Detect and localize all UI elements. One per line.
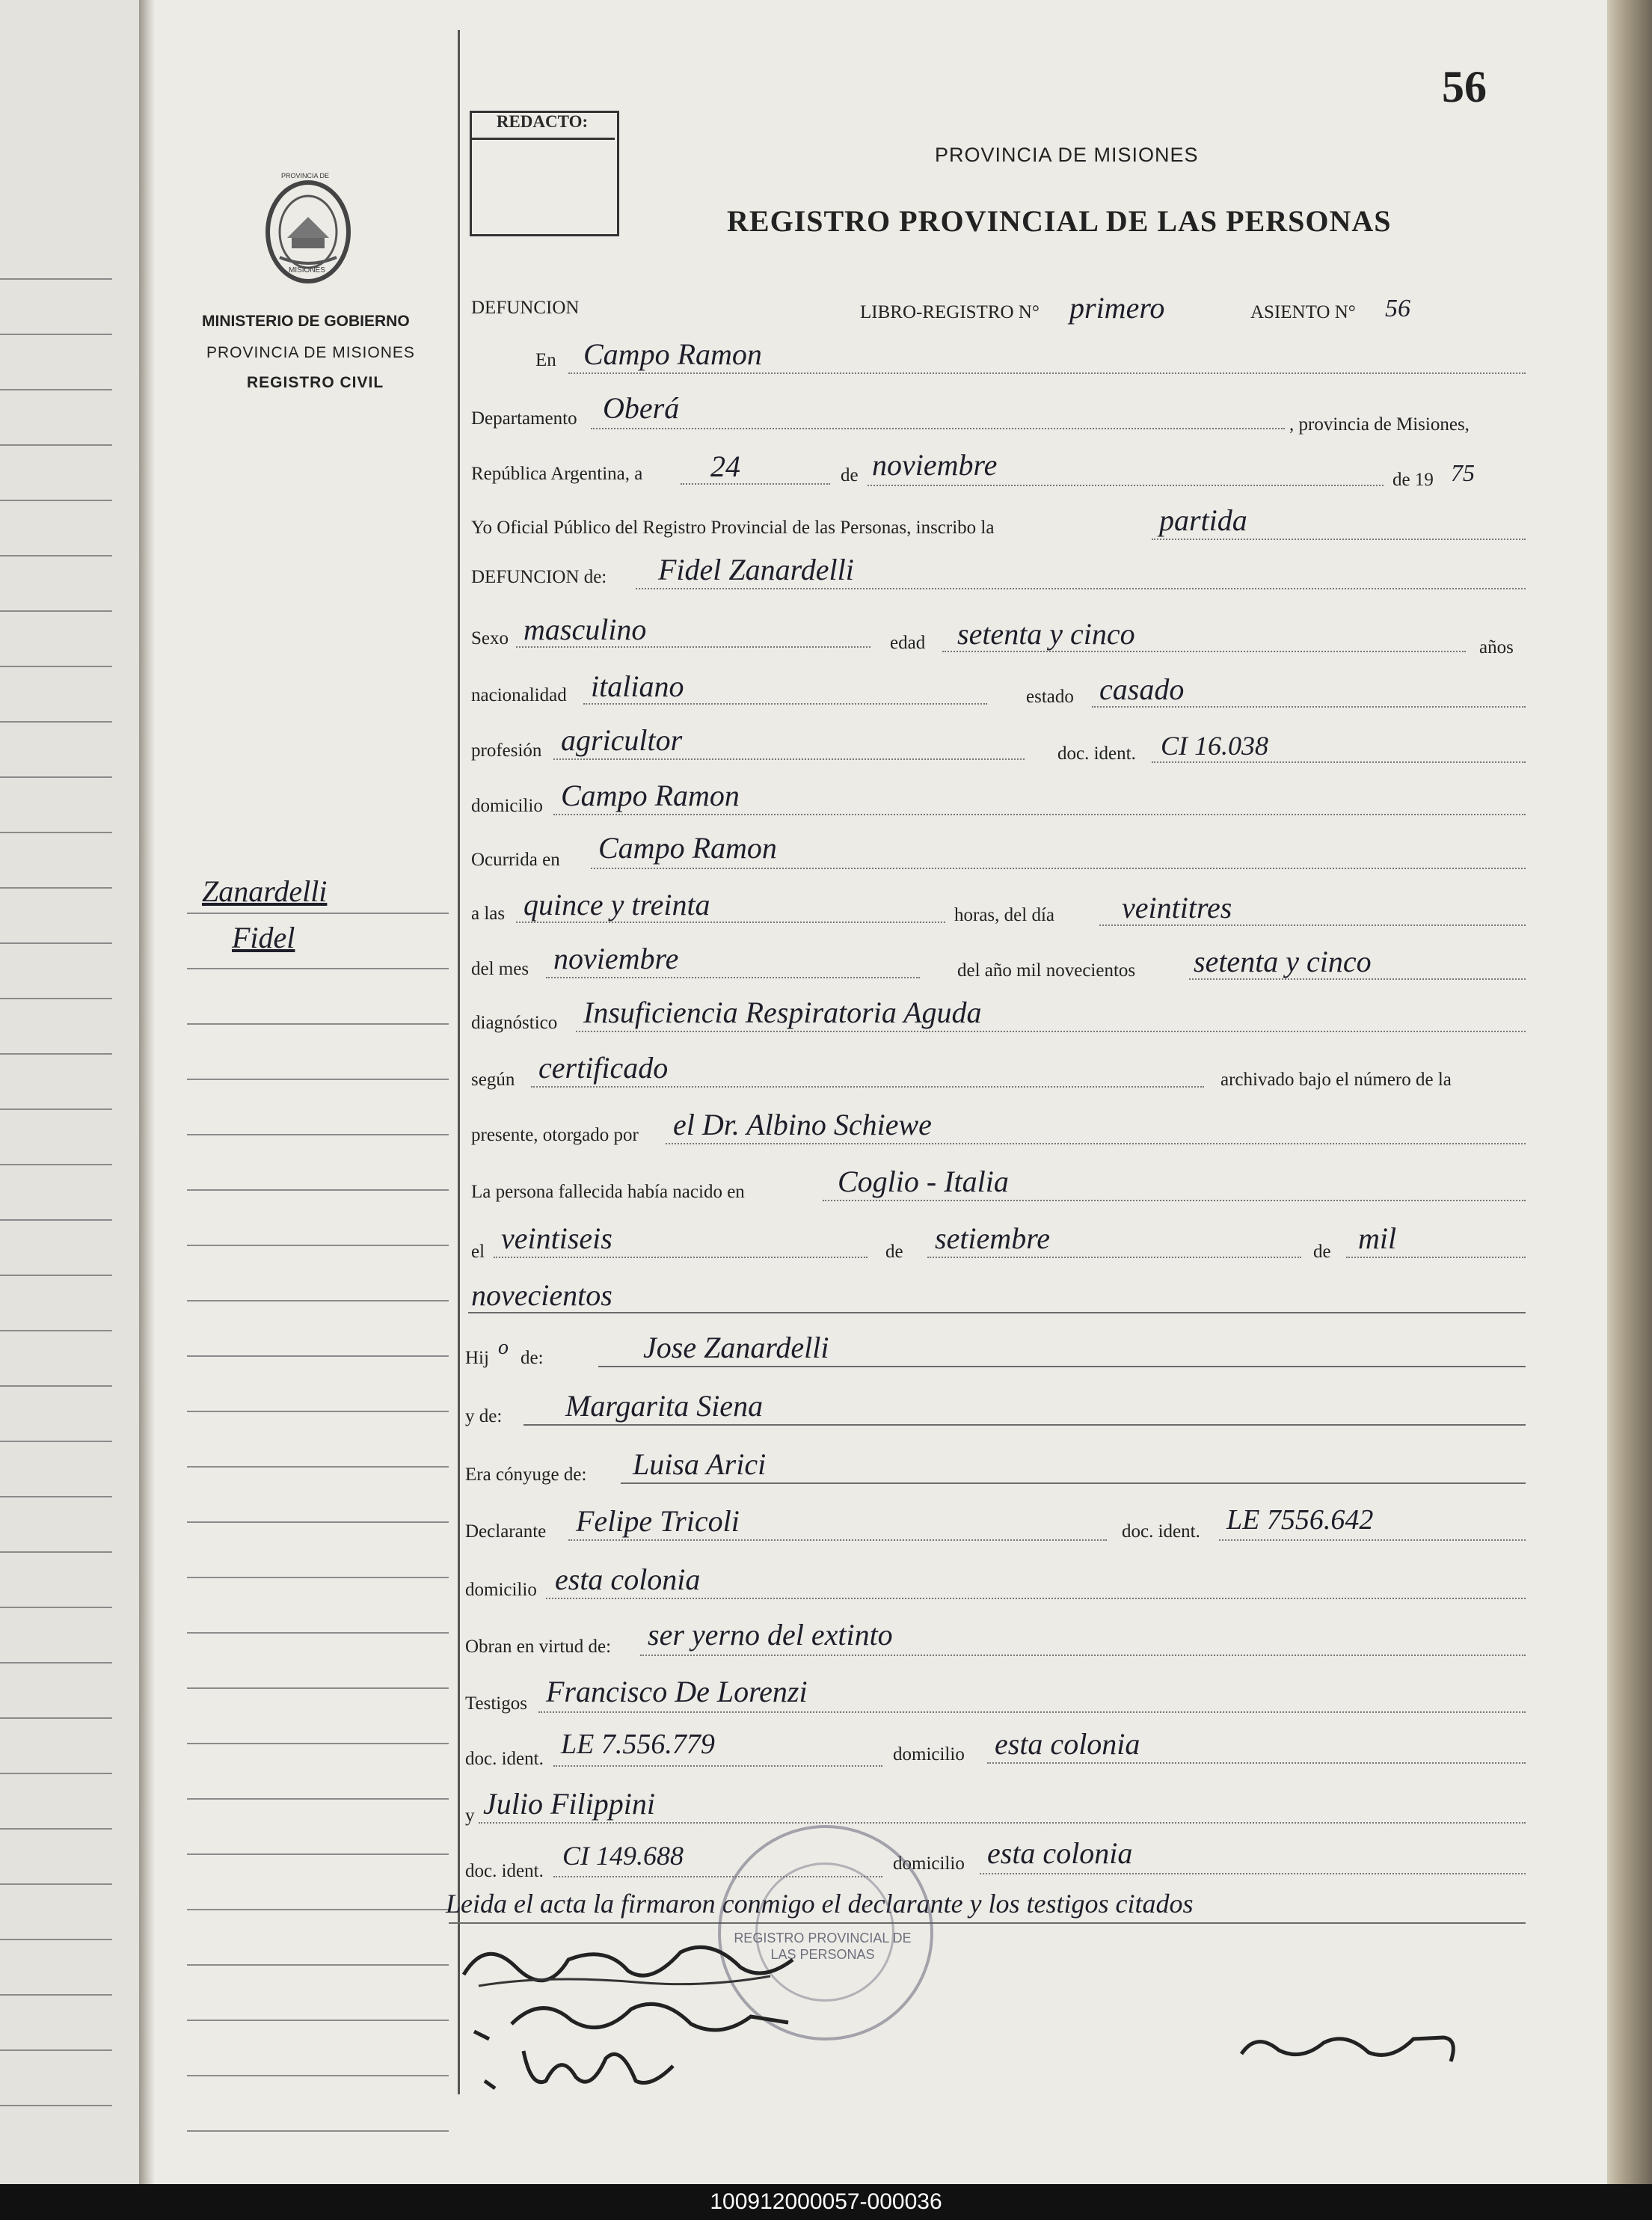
margin-rule [187,1687,449,1689]
left-page-rule [0,942,112,944]
margin-rule [187,1521,449,1523]
alas-value: quince y treinta [523,888,710,922]
left-page-rule [0,389,112,390]
left-page-rule [0,1994,112,1996]
presente-label: presente, otorgado por [471,1125,639,1145]
margin-rule [187,1300,449,1301]
left-page-rule [0,721,112,723]
margin-rule [187,1189,449,1191]
left-page-rule [0,444,112,446]
declarante-doc-line [1219,1539,1526,1541]
margin-rule [187,913,449,914]
left-page-rule [0,500,112,501]
official-signature [1234,2017,1473,2076]
delmes-value: noviembre [553,942,679,975]
margin-rule [187,1079,449,1080]
t2dom-label: domicilio [893,1853,965,1874]
provincia-label: , provincia de Misiones, [1289,414,1470,435]
el-label: el [471,1242,485,1262]
domicilio-label: domicilio [471,796,543,816]
declarante-dom-line [546,1598,1526,1599]
left-page-rule [0,1551,112,1553]
declarante-doc-value: LE 7556.642 [1226,1504,1374,1536]
nacido-value: Coglio - Italia [838,1165,1009,1198]
nacido-label: La persona fallecida había nacido en [471,1182,745,1202]
sexo-label: Sexo [471,628,509,648]
left-page-rule [0,1496,112,1497]
left-page-rule [0,1109,112,1110]
en-line [568,372,1526,374]
estado-line [1092,706,1526,708]
redacto-label: REDACTO: [470,111,615,140]
year-continuation: novecientos [471,1278,612,1312]
left-page-rule [0,1939,112,1940]
nacionalidad-value: italiano [591,669,684,703]
ministry-name: MINISTERIO DE GOBIERNO [202,313,410,330]
left-page-rule [0,1053,112,1055]
edad-label: edad [890,633,926,653]
horas-value: veintitres [1122,891,1232,925]
declarante-dom-label: domicilio [465,1580,537,1600]
left-page-rule [0,2049,112,2051]
margin-rule [187,1632,449,1634]
sexo-value: masculino [523,613,647,646]
margin-name: Fidel [232,921,295,954]
left-page-rule [0,2105,112,2106]
margin-rule [187,1964,449,1966]
left-page [0,0,139,2184]
horas-line [1099,925,1526,926]
domicilio-value: Campo Ramon [561,779,740,812]
left-page-rule [0,1219,112,1221]
declarante-dom-value: esta colonia [555,1563,701,1596]
defuncion-de-line [636,588,1526,589]
presente-line [666,1143,1526,1144]
de-year-label: de 19 [1392,470,1434,490]
left-page-rule [0,1275,112,1276]
doc-value: CI 16.038 [1161,731,1268,761]
margin-rule [187,1909,449,1910]
delano-value: setenta y cinco [1194,945,1372,978]
diagnostico-line [576,1031,1526,1032]
departamento-line [591,428,1285,429]
t1doc-label: doc. ident. [465,1749,544,1769]
de3-line [1346,1257,1526,1258]
defuncion-title: DEFUNCION [471,298,580,318]
obran-label: Obran en virtud de: [465,1637,612,1657]
horas-label: horas, del día [954,905,1054,925]
t1dom-value: esta colonia [995,1727,1140,1761]
month-value: noviembre [872,448,998,482]
libro-label: LIBRO-REGISTRO N° [860,302,1040,322]
y-label: y [465,1806,475,1826]
left-page-rule [0,887,112,889]
t2dom-value: esta colonia [987,1836,1133,1870]
left-page-rule [0,776,112,778]
footer-id: 100912000057-000036 [710,2189,942,2214]
hijo-label: Hij [465,1348,489,1368]
asiento-label: ASIENTO N° [1250,302,1356,322]
de2-label: de [885,1242,903,1262]
defuncion-de-value: Fidel Zanardelli [658,553,854,586]
closing-line [449,1922,1526,1924]
left-page-rule [0,1164,112,1165]
margin-rule [187,1023,449,1025]
alas-label: a las [471,904,506,924]
yde-label: y de: [465,1406,503,1426]
left-page-rule [0,334,112,335]
testigo1-line [538,1711,1526,1713]
sexo-line [516,646,870,648]
profesion-line [553,758,1025,760]
hijo-de-label: de: [521,1348,544,1368]
margin-rule [187,968,449,969]
left-page-rule [0,1330,112,1331]
page-number: 56 [1442,62,1487,111]
libro-value: primero [1069,291,1165,325]
left-page-rule [0,555,112,556]
republica-label: República Argentina, a [471,464,643,484]
diagnostico-value: Insuficiencia Respiratoria Aguda [583,996,982,1029]
day-line [681,483,830,485]
left-page-rule [0,1441,112,1442]
margin-rule [187,1355,449,1357]
t1doc-line [553,1765,882,1767]
book-gutter [139,0,154,2184]
delmes-label: del mes [471,959,529,979]
month-line [868,485,1384,486]
margin-rule [187,1466,449,1468]
profesion-value: agricultor [561,723,683,757]
declarante-label: Declarante [465,1521,547,1542]
alas-line [516,922,945,923]
de3-label: de [1313,1242,1331,1262]
closing-text: Leida el acta la firmaron conmigo el declarante y los testigos citados [446,1889,1194,1919]
presente-value: el Dr. Albino Schiewe [673,1108,932,1141]
departamento-value: Oberá [603,391,680,425]
en-label: En [535,350,556,370]
page-edges [1607,0,1652,2184]
day-value: 24 [710,450,740,483]
left-page-rule [0,1607,112,1608]
seal-province: PROVINCIA DE MISIONES [206,344,415,361]
year-value: 75 [1451,459,1475,486]
testigo2-line [479,1822,1526,1824]
margin-rule [187,2075,449,2076]
witness-2-signature [479,2036,703,2096]
margin-rule [187,1577,449,1578]
yde-line [523,1424,1526,1426]
stamp-text: REGISTRO PROVINCIAL DE LAS PERSONAS [734,1931,912,1962]
delano-label: del año mil novecientos [957,960,1136,981]
delmes-line [546,977,920,978]
defuncion-de-label: DEFUNCION de: [471,567,607,587]
hijo-value: Jose Zanardelli [643,1331,829,1364]
continuation-line [468,1312,1526,1313]
delano-line [1189,978,1526,980]
conyuge-value: Luisa Arici [633,1447,767,1481]
t1doc-value: LE 7.556.779 [561,1729,715,1760]
margin-rule [187,2130,449,2132]
left-page-rule [0,278,112,280]
emblem-top-text: PROVINCIA DE [281,172,330,180]
margin-surname: Zanardelli [202,874,328,908]
province-heading: PROVINCIA DE MISIONES [935,144,1199,166]
left-page-rule [0,1883,112,1885]
edad-value: setenta y cinco [957,617,1135,651]
t2doc-label: doc. ident. [465,1861,544,1881]
t1dom-label: domicilio [893,1744,965,1764]
margin-divider [458,30,460,2094]
t2dom-line [980,1873,1526,1874]
margin-rule [187,1853,449,1855]
testigo1-value: Francisco De Lorenzi [546,1675,808,1708]
declarante-doc-label: doc. ident. [1122,1521,1200,1542]
ocurrida-line [591,868,1526,869]
left-page-rule [0,1828,112,1830]
t2doc-value: CI 149.688 [562,1841,684,1871]
anos-label: años [1479,637,1514,657]
margin-rule [187,2020,449,2021]
archivado-label: archivado bajo el número de la [1220,1070,1452,1090]
profesion-label: profesión [471,740,542,761]
doc-line [1152,761,1526,763]
conyuge-label: Era cónyuge de: [465,1465,587,1485]
emblem-bottom-text: MISIONES [289,266,325,275]
de-label: de [841,465,859,485]
left-page-rule [0,1773,112,1774]
asiento-value: 56 [1385,295,1410,322]
obran-line [640,1655,1526,1656]
testigo2-value: Julio Filippini [483,1787,655,1821]
estado-value: casado [1099,672,1185,706]
de2-line [927,1257,1301,1258]
en-value: Campo Ramon [583,337,762,371]
domicilio-line [553,814,1526,815]
registry-heading: REGISTRO PROVINCIAL DE LAS PERSONAS [727,204,1392,238]
el-line [494,1257,868,1258]
declarante-line [568,1539,1107,1541]
left-page-rule [0,1717,112,1719]
segun-label: según [471,1070,515,1090]
left-page-rule [0,666,112,667]
oficial-value: partida [1159,503,1247,537]
yde-value: Margarita Siena [565,1389,764,1423]
ocurrida-label: Ocurrida en [471,850,560,870]
nacido-line [823,1200,1526,1201]
estado-label: estado [1026,687,1074,707]
departamento-label: Departamento [471,408,577,429]
hijo-suffix: o [498,1336,509,1359]
hijo-line [598,1366,1526,1367]
segun-line [531,1086,1204,1088]
margin-rule [187,1798,449,1800]
left-page-rule [0,610,112,612]
de2-value: setiembre [935,1221,1051,1255]
left-page-rule [0,1662,112,1664]
obran-value: ser yerno del extinto [648,1618,893,1652]
margin-rule [187,1134,449,1135]
margin-rule [187,1743,449,1744]
nacionalidad-line [583,703,987,705]
left-page-rule [0,832,112,833]
left-page-rule [0,1385,112,1387]
doc-label: doc. ident. [1057,743,1136,764]
diagnostico-label: diagnóstico [471,1013,558,1033]
left-page-rule [0,998,112,999]
t1dom-line [987,1762,1526,1764]
footer-id-bar [0,2184,1652,2220]
de3-value: mil [1358,1221,1397,1255]
conyuge-line [621,1482,1526,1484]
segun-value: certificado [538,1051,669,1085]
oficial-text: Yo Oficial Público del Registro Provincial de las Personas, inscribo la [471,518,995,538]
ocurrida-value: Campo Ramon [598,831,777,865]
oficial-line [1152,539,1526,540]
margin-rule [187,1245,449,1246]
nacionalidad-label: nacionalidad [471,685,567,705]
margin-rule [187,1411,449,1412]
seal-registry: REGISTRO CIVIL [247,374,384,391]
declarante-value: Felipe Tricoli [576,1504,740,1538]
el-value: veintiseis [501,1221,612,1255]
edad-line [942,651,1466,652]
testigos-label: Testigos [465,1693,527,1714]
